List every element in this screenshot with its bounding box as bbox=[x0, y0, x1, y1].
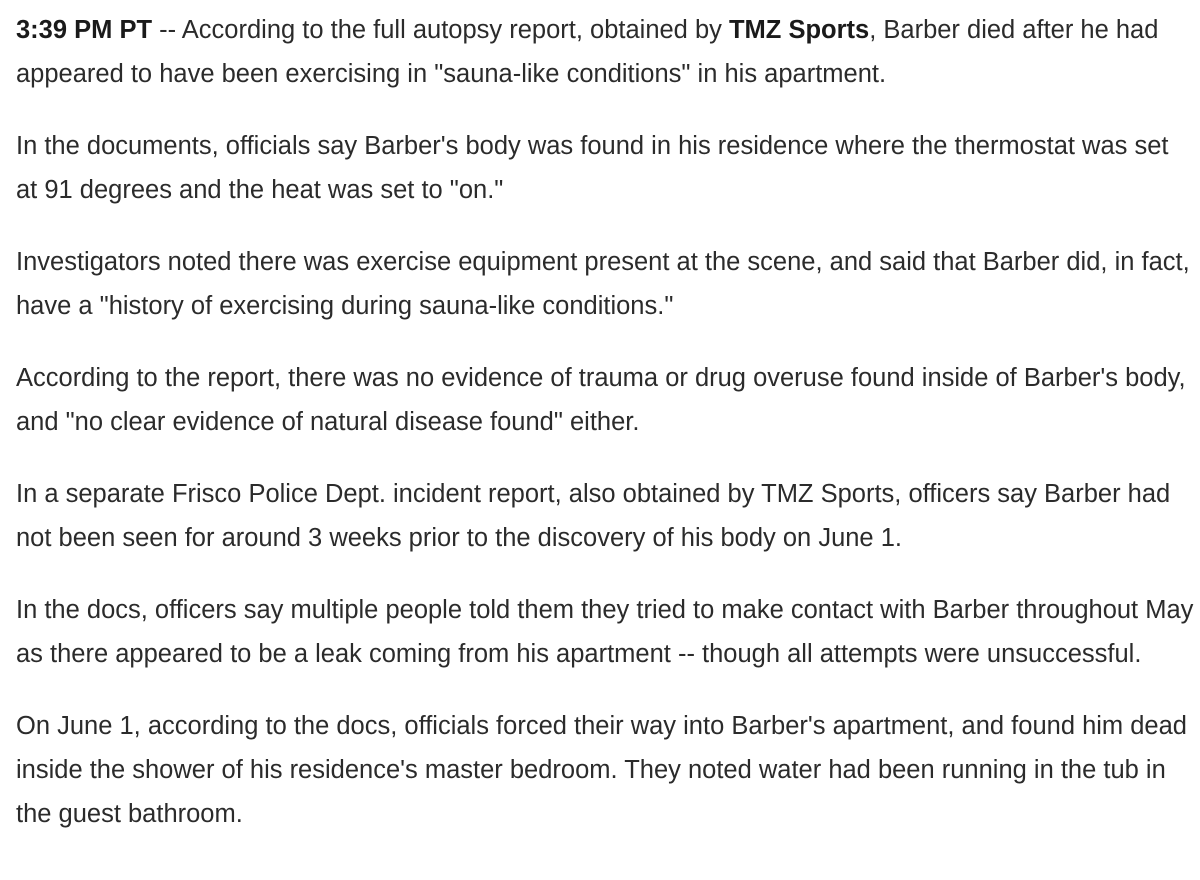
article-paragraph: According to the report, there was no evidence of trauma or drug overuse found inside of Barber's body, and "no clear evidence of natural disease found" either. bbox=[16, 364, 1186, 436]
update-text-rest: , Barber died after he had appeared to have been exercising in "sauna-like conditions" in his apartment. bbox=[16, 16, 1159, 88]
article-paragraph: In the documents, officials say Barber's body was found in his residence where the thermostat was set at 91 degrees and the heat was set to "on." bbox=[16, 132, 1169, 204]
article-paragraph: Investigators noted there was exercise equipment present at the scene, and said that Barber did, in fact, have a "history of exercising during sauna-like conditions." bbox=[16, 248, 1190, 320]
article-paragraph: In a separate Frisco Police Dept. incident report, also obtained by TMZ Sports, officers say Barber had not been seen for around 3 weeks prior to the discovery of his body on June 1. bbox=[16, 480, 1171, 552]
update-timestamp: 3:39 PM PT bbox=[16, 16, 153, 44]
article-paragraph: On June 1, according to the docs, officials forced their way into Barber's apartment, and found him dead inside the shower of his residence's master bedroom. They noted water had been running in the tub in the guest bathroom. bbox=[16, 712, 1187, 828]
source-name: TMZ Sports bbox=[728, 16, 870, 44]
article-paragraph: In the docs, officers say multiple people told them they tried to make contact with Barber throughout May as there appeared to be a leak coming from his apartment -- though all attempts were unsuccessful. bbox=[16, 596, 1194, 668]
update-text-lead: -- According to the full autopsy report, obtained by bbox=[152, 16, 729, 44]
update-paragraph bbox=[16, 8, 1194, 96]
